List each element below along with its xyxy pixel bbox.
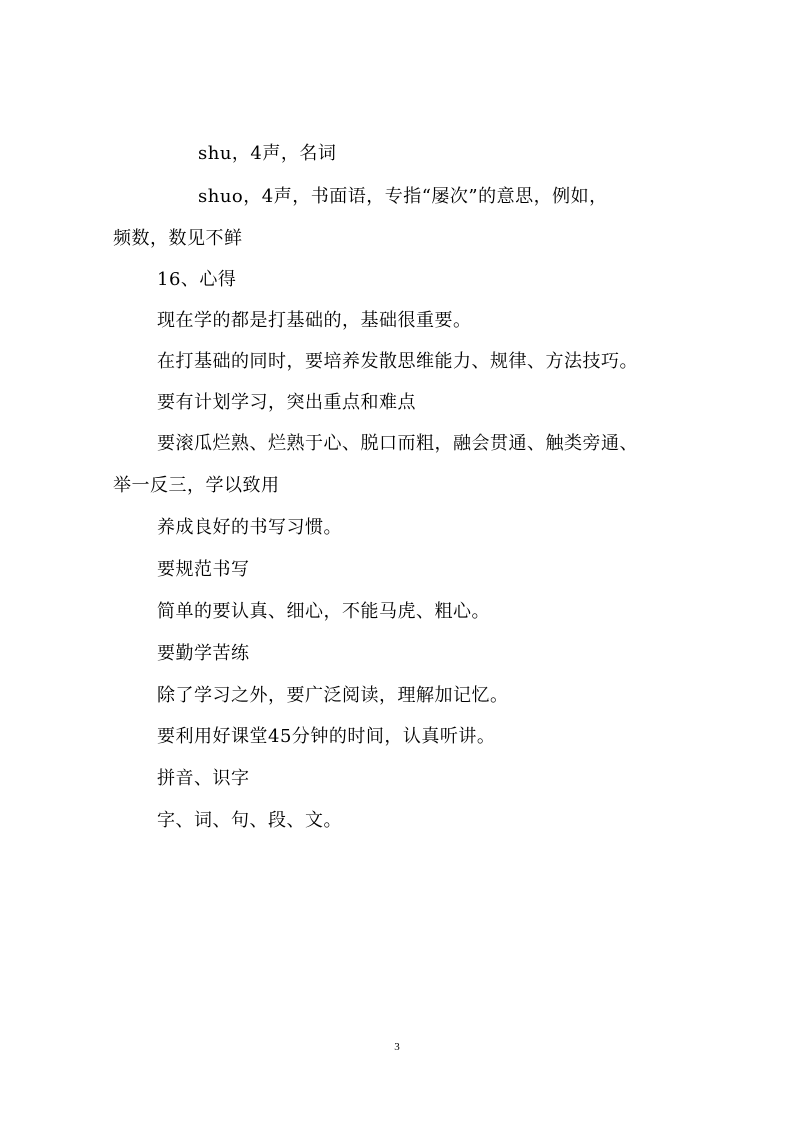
section-heading: 16、心得	[157, 269, 237, 290]
text-line: 简单的要认真、细心，不能马虎、粗心。	[157, 601, 490, 622]
text-line: 要利用好课堂45分钟的时间，认真听讲。	[157, 726, 496, 747]
text-line: 字、词、句、段、文。	[157, 810, 342, 831]
page-number: 3	[394, 1041, 400, 1053]
text-line: 现在学的都是打基础的，基础很重要。	[157, 310, 472, 331]
text-line: 在打基础的同时，要培养发散思维能力、规律、方法技巧。	[157, 351, 638, 372]
text-line: 要勤学苦练	[157, 643, 250, 664]
text-line: 要滚瓜烂熟、烂熟于心、脱口而粗，融会贯通、触类旁通、	[157, 433, 638, 454]
text-line: 除了学习之外，要广泛阅读，理解加记忆。	[157, 685, 509, 706]
text-line: 要有计划学习，突出重点和难点	[157, 392, 416, 413]
text-line-pronunciation-shuo: shuo，4声，书面语，专指“屡次”的意思，例如，	[198, 186, 608, 207]
text-line: 拼音、识字	[157, 768, 250, 789]
text-line: 要规范书写	[157, 559, 250, 580]
text-line-pronunciation-shu: shu，4声，名词	[198, 143, 337, 164]
text-line: 养成良好的书写习惯。	[157, 517, 342, 538]
text-line-example-words: 频数，数见不鲜	[113, 228, 243, 249]
text-line: 举一反三，学以致用	[113, 475, 280, 496]
